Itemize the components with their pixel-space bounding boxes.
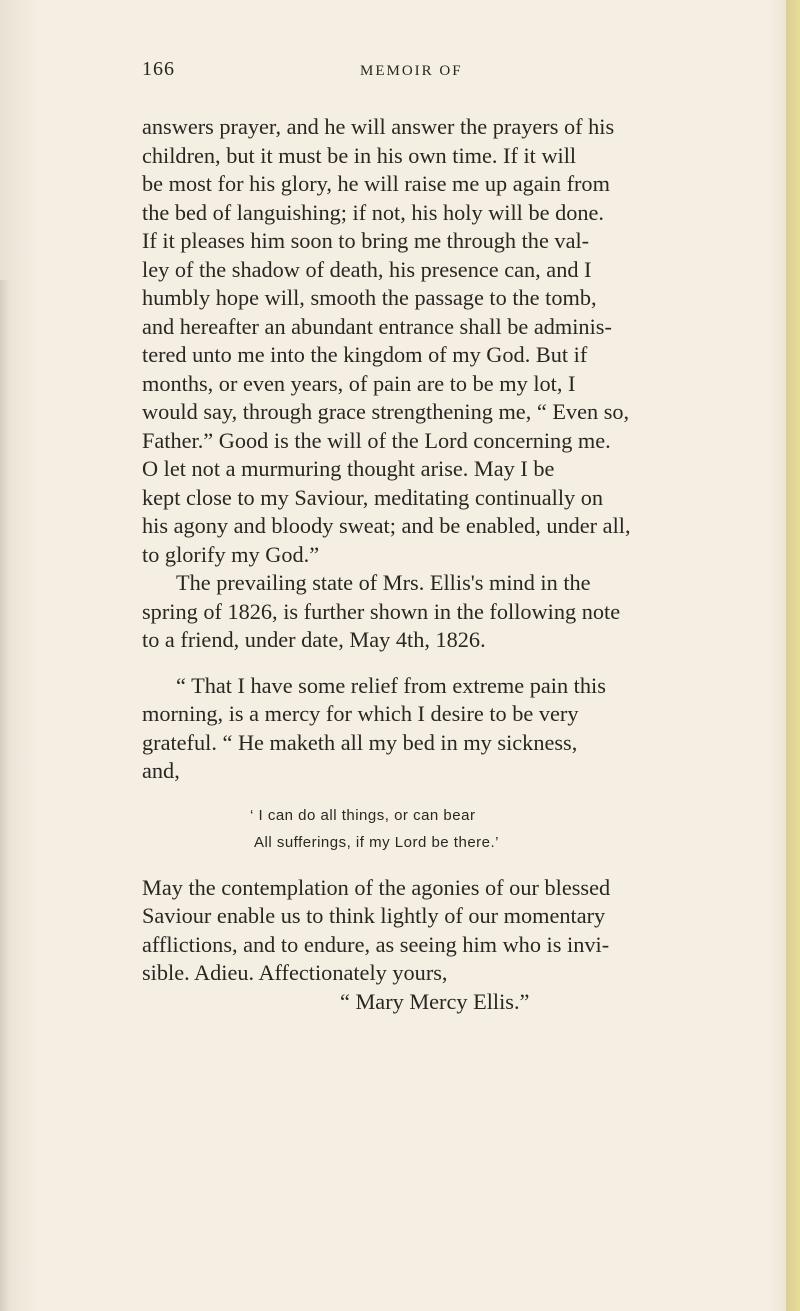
text-line: grateful. “ He maketh all my bed in my sickness, [142, 729, 578, 755]
paragraph-3 [142, 672, 702, 786]
body-text [142, 113, 702, 1016]
text-line: and, [142, 758, 180, 783]
text-line: answers prayer, and he will answer the prayers of his [142, 114, 615, 139]
text-line: be most for his glory, he will raise me up again from [142, 171, 610, 196]
running-head [142, 58, 702, 92]
paragraph-gap [142, 655, 702, 672]
text-line: May the contemplation of the agonies of our blessed [142, 874, 611, 900]
page-edge [786, 0, 800, 1311]
page-number: 166 [142, 58, 175, 80]
text-line: sible. Adieu. Affectionately yours, [142, 960, 448, 985]
text-line: months, or even years, of pain are to be my lot, I [142, 370, 576, 396]
verse-quote [142, 802, 702, 856]
text-line: the bed of languishing; if not, his holy will be done. [142, 199, 604, 225]
text-line: Father.” Good is the will of the Lord concerning me. [142, 427, 611, 453]
text-line: afflictions, and to endure, as seeing him who is invi- [142, 931, 610, 957]
text-line: kept close to my Saviour, meditating continually on [142, 484, 604, 510]
running-title: MEMOIR OF [360, 63, 463, 79]
text-line: would say, through grace strengthening me, “ Even so, [142, 399, 630, 424]
paragraph-4 [142, 874, 702, 1017]
text-line: Saviour enable us to think lightly of our momentary [142, 903, 606, 928]
text-line: spring of 1826, is further shown in the following note [142, 598, 621, 624]
signature: “ Mary Mercy Ellis.” [340, 988, 530, 1014]
text-line: morning, is a mercy for which I desire to be very [142, 701, 579, 726]
text-line: his agony and bloody sweat; and be enabled, under all, [142, 513, 631, 538]
paragraph-1 [142, 113, 702, 569]
verse-line: All sufferings, if my Lord be there.’ [254, 833, 499, 851]
text-line: If it pleases him soon to bring me through the val- [142, 228, 590, 253]
text-line: humbly hope will, smooth the passage to the tomb, [142, 285, 597, 310]
text-line: children, but it must be in his own time. If it will [142, 142, 577, 168]
text-line: O let not a murmuring thought arise. May I be [142, 456, 555, 481]
text-line: to glorify my God.” [142, 541, 320, 567]
verse-line: ‘ I can do all things, or can bear [250, 806, 476, 824]
text-line: tered unto me into the kingdom of my God. But if [142, 342, 588, 367]
text-line: ley of the shadow of death, his presence can, and I [142, 256, 592, 282]
binding-shadow [0, 280, 10, 1311]
text-line: and hereafter an abundant entrance shall be adminis- [142, 313, 612, 339]
text-line: to a friend, under date, May 4th, 1826. [142, 627, 486, 652]
paragraph-2 [142, 569, 702, 655]
text-line: The prevailing state of Mrs. Ellis's mind in the [176, 570, 591, 595]
text-line: “ That I have some relief from extreme pain this [176, 672, 606, 698]
